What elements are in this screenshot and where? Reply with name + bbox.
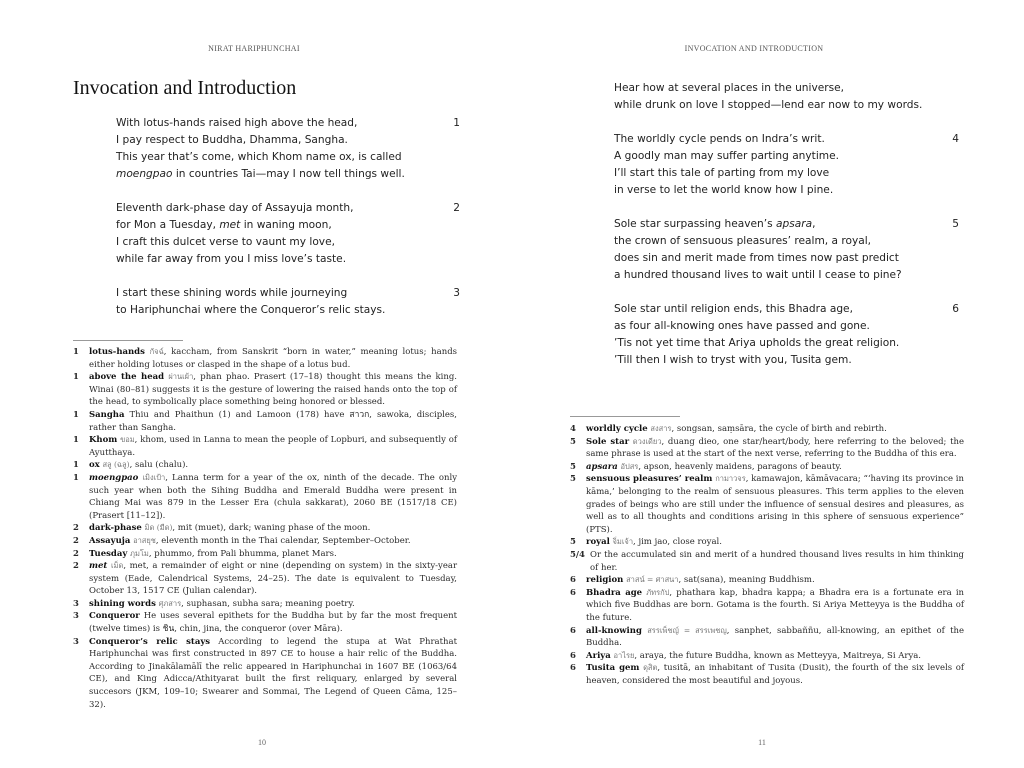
thai-script: อาสยุช	[133, 535, 156, 545]
stanza-number: 6	[952, 303, 959, 315]
verse-line: The worldly cycle pends on Indra’s writ.	[614, 133, 825, 145]
footnote-term: Bhadra age	[586, 587, 643, 598]
stanza-number: 4	[952, 133, 959, 145]
footnote	[570, 549, 964, 574]
footnote-ref: 1	[73, 347, 79, 357]
footnote-text: , jim jao, close royal.	[633, 537, 722, 548]
footnote-text: , araya, the future Buddha, known as Metteyya, Maitreya, Si Arya.	[634, 650, 922, 661]
footnote-text: He uses several epithets for the Buddha but by far the most frequent (twelve times) is ชิน, chin, jina, the conqueror (over Māra).	[89, 611, 457, 635]
thai-script: มิด (มืด)	[144, 523, 173, 533]
verse-line: I start these shining words while journeying	[116, 287, 348, 299]
verse-line: in verse to let the world know how I pine.	[614, 184, 834, 196]
footnote	[73, 434, 457, 459]
thai-script: เมิงเป้า	[142, 472, 166, 482]
footnote	[570, 461, 964, 474]
footnote	[570, 574, 964, 587]
footnote-text: , tusitā, an inhabitant of Tusita (Dusit), the fourth of the six levels of heaven, considered the most beautiful and joyous.	[586, 663, 965, 686]
page-number: 11	[758, 738, 766, 747]
verse-line: to Hariphunchai where the Conqueror’s relic stays.	[116, 304, 386, 316]
footnote-term: apsara	[586, 461, 618, 472]
footnote-text: , songsan, saṃsāra, the cycle of birth and rebirth.	[671, 424, 887, 434]
footnote-ref: 2	[73, 561, 79, 572]
verse-line: ’Tis not yet time that Ariya upholds the great religion.	[614, 337, 900, 349]
thai-script: จิ่มเจ้า	[612, 537, 634, 547]
verse-line: the crown of sensuous pleasures’ realm, a royal,	[614, 235, 872, 247]
stanza	[614, 301, 959, 369]
footnote-text: , met, a remainder of eight or nine (depending on system) in the sixty-year system (Eade, Calendrical Systems, 24–25). The date is equivalent to Tuesday, October 13, 1517 CE (Julian calendar).	[89, 561, 458, 597]
footnote-ref: 1	[73, 472, 79, 483]
thai-script: ภุมโม	[130, 548, 149, 558]
footnote-text: Or the accumulated sin and merit of a hundred thousand lives results in him thinking of her.	[590, 549, 964, 573]
stanza-number: 5	[952, 218, 959, 230]
footnote-ref: 6	[570, 625, 576, 636]
footnote-ref: 1	[73, 435, 79, 446]
footnote-term: ox	[89, 460, 100, 471]
footnote-ref: 6	[570, 650, 576, 661]
footnote-term: Conqueror	[89, 611, 140, 622]
footnote-ref: 6	[570, 575, 576, 586]
footnote-term: sensuous pleasures’ realm	[586, 474, 713, 485]
footnote-rule	[73, 340, 183, 341]
footnote-text: , apson, heavenly maidens, paragons of beauty.	[638, 461, 842, 472]
footnote-ref: 2	[73, 523, 79, 534]
stanza-lines	[116, 115, 440, 183]
footnote-term: Tusita gem	[586, 663, 640, 674]
verse-line: ’Till then I wish to tryst with you, Tusita gem.	[614, 354, 852, 366]
footnote	[73, 535, 457, 548]
footnote-ref: 5	[570, 474, 576, 485]
verse-block	[614, 80, 959, 386]
stanza-number: 1	[453, 117, 460, 129]
verse-line: moengpao in countries Tai—may I now tell things well.	[116, 168, 405, 180]
verse-line: Sole star surpassing heaven’s apsara,	[614, 218, 816, 230]
footnote-text: , sat(sana), meaning Buddhism.	[678, 575, 815, 586]
footnote-text: , kamawajon, kāmāvacara; “‘having its province in kāma,’ belonging to the realm of sensuous pleasures. This term applies to the eleven grades of beings who are still under the influence of sensual desires and pleasures, as well as to all thoughts and conditions arising in this sphere of sensuous experience” (PTS).	[586, 474, 964, 535]
footnote-text: Thiu and Phaithun (1) and Lamoon (178) have สาวก, sawoka, disciples, rather than Sangha.	[89, 409, 457, 433]
page-number: 10	[258, 738, 266, 747]
footnote-text: , suphasan, subha sara; meaning poetry.	[181, 598, 355, 609]
footnote-ref: 3	[73, 636, 79, 647]
thai-script: สงสาร	[650, 424, 672, 433]
footnote	[570, 423, 964, 436]
verse-line: Eleventh dark-phase day of Assayuja month,	[116, 202, 354, 214]
stanza	[614, 131, 959, 199]
footnote-text: , salu (chalu).	[129, 460, 189, 471]
thai-script: สลู (ฉลู)	[102, 460, 130, 470]
stanza-lines	[614, 301, 939, 369]
verse-line: as four all-knowing ones have passed and gone.	[614, 320, 870, 332]
footnote-ref: 1	[73, 460, 79, 471]
right-page	[512, 0, 1024, 768]
footnote-term: moengpao	[89, 472, 139, 483]
footnote-ref: 5	[570, 436, 576, 447]
thai-script: กามาวจร	[715, 474, 746, 484]
footnote-ref: 5	[570, 461, 576, 472]
footnote-term: Ariya	[586, 650, 611, 661]
footnote-text: According to legend the stupa at Wat Phrathat Hariphunchai was first constructed in 897 CE to house a hair relic of the Buddha. According to Jinakālamālī the relic appeared in Hariphunchai in 1607 BE (1063/64 CE), and King Adicca/Athityarat built the first reliquary, enlarged by several succesors (JKM, 109–10; Swearer and Sommai, The Legend of Queen Cāma, 125–32).	[89, 636, 457, 710]
thai-script: อัปสร	[620, 461, 639, 471]
stanza-number: 2	[453, 202, 460, 214]
stanza-lines	[614, 131, 939, 199]
stanza	[116, 200, 460, 268]
footnote-ref: 6	[570, 663, 576, 674]
thai-script: ดวงเดียว	[632, 436, 662, 446]
stanza-number: 3	[453, 287, 460, 299]
footnote	[73, 472, 457, 522]
footnote-term: Khom	[89, 435, 118, 446]
footnote-ref: 1	[73, 409, 79, 420]
footnote-term: met	[89, 561, 108, 572]
verse-line: Sole star until religion ends, this Bhadra age,	[614, 303, 853, 315]
footnote-term: dark-phase	[89, 523, 142, 534]
footnote-text: , sanphet, sabbaññu, all-knowing, an epithet of the Buddha.	[586, 625, 964, 649]
footnote-text: , eleventh month in the Thai calendar, September–October.	[155, 535, 411, 546]
verse-line: With lotus-hands raised high above the head,	[116, 117, 358, 129]
footnote	[73, 346, 457, 371]
footnote-text: , khom, used in Lanna to mean the people of Lopburi, and subsequently of Ayutthaya.	[89, 435, 457, 458]
thai-script: ขอม	[120, 435, 135, 445]
stanza	[116, 115, 460, 183]
thai-script: สาสน์ = ศาสนา	[626, 575, 679, 585]
running-head: NIRAT HARIPHUNCHAI	[208, 44, 300, 53]
running-head: INVOCATION AND INTRODUCTION	[684, 44, 824, 53]
verse-line: I’ll start this tale of parting from my love	[614, 167, 830, 179]
footnote	[570, 625, 964, 650]
stanza-lines	[614, 216, 939, 284]
footnote-ref: 4	[570, 424, 576, 434]
footnote-term: all-knowing	[586, 625, 642, 636]
footnote	[73, 598, 457, 611]
stanza-lines	[116, 285, 440, 319]
footnote	[73, 548, 457, 561]
footnote-text: , phan phao. Prasert (17–18) thought this means the king. Winai (80–81) suggests it is the gesture of lowering the raised hands onto the top of the head, to symbolically place something being honored or blessed.	[89, 372, 457, 408]
footnote	[73, 371, 457, 409]
thai-script: ผ่านเผ้า	[168, 372, 194, 382]
verse-line: This year that’s come, which Khom name ox, is called	[116, 151, 402, 163]
thai-script: อาไรย	[613, 650, 635, 660]
stanza	[614, 80, 959, 114]
footnote-ref: 5/4	[570, 549, 585, 560]
verse-block	[116, 115, 460, 336]
thai-script: ศุภสาร	[158, 598, 182, 608]
footnote-term: shining words	[89, 598, 156, 609]
footnote-rule	[570, 416, 680, 417]
thai-script: กัจฉ์	[149, 347, 164, 356]
footnote	[570, 536, 964, 549]
footnote-ref: 3	[73, 598, 79, 609]
footnote-text: , phummo, from Pali bhumma, planet Mars.	[148, 548, 337, 559]
verse-line: while drunk on love I stopped—lend ear now to my words.	[614, 99, 923, 111]
footnote-term: religion	[586, 575, 624, 586]
footnotes	[570, 423, 964, 687]
footnote-term: Assayuja	[89, 535, 131, 546]
footnote-ref: 1	[73, 372, 79, 383]
thai-script: ภัทรกัป	[646, 587, 670, 597]
verse-line: I craft this dulcet verse to vaunt my love,	[116, 236, 335, 248]
footnote-term: Sole star	[586, 436, 630, 447]
stanza-lines	[614, 80, 939, 114]
stanza-lines	[116, 200, 440, 268]
footnote-text: , Lanna term for a year of the ox, ninth of the decade. The only such year when both the Sihing Buddha and Emerald Buddha were present in Chiang Mai was 879 in the Lesser Era (chula sakkarat), 2060 BE (1517/18 CE) (Prasert [11–12]).	[89, 472, 457, 521]
footnote-term: royal	[586, 537, 610, 548]
chapter-title: Invocation and Introduction	[73, 77, 297, 99]
footnote	[73, 636, 457, 712]
footnote-text: , phathara kap, bhadra kappa; a Bhadra era is a fortunate era in which five Buddhas are born. Gotama is the fourth. Si Ariya Metteyya is the Buddha of the future.	[586, 587, 965, 623]
verse-line: a hundred thousand lives to wait until I cease to pine?	[614, 269, 902, 281]
stanza	[614, 216, 959, 284]
footnote	[73, 610, 457, 635]
footnote-text: , duang dieo, one star/heart/body, here referring to the beloved; the same phrase is used at the start of the next verse, referring to the Buddha of this era.	[586, 436, 964, 460]
footnote	[570, 473, 964, 536]
footnotes	[73, 346, 457, 711]
footnote	[73, 459, 457, 472]
verse-line: for Mon a Tuesday, met in waning moon,	[116, 219, 332, 231]
footnote-term: above the head	[89, 372, 165, 383]
footnote-ref: 2	[73, 548, 79, 559]
footnote-ref: 5	[570, 537, 576, 548]
footnote-term: lotus-hands	[89, 347, 145, 357]
footnote-term: Tuesday	[89, 548, 128, 559]
footnote-text: , mit (muet), dark; waning phase of the moon.	[172, 523, 371, 534]
footnote	[73, 409, 457, 434]
verse-line: does sin and merit made from times now past predict	[614, 252, 899, 264]
footnote-term: Sangha	[89, 409, 125, 420]
footnote-ref: 3	[73, 611, 79, 622]
verse-line: A goodly man may suffer parting anytime.	[614, 150, 839, 162]
footnote	[570, 662, 964, 687]
footnote-ref: 6	[570, 587, 576, 598]
footnote	[570, 650, 964, 663]
thai-script: เม็ด	[110, 561, 124, 571]
verse-line: Hear how at several places in the universe,	[614, 82, 845, 94]
footnote	[73, 560, 457, 598]
stanza	[116, 285, 460, 319]
footnote	[570, 436, 964, 461]
thai-script: ดุสิต	[643, 663, 658, 673]
footnote-term: Conqueror’s relic stays	[89, 636, 211, 647]
verse-line: while far away from you I miss love’s taste.	[116, 253, 347, 265]
verse-line: I pay respect to Buddha, Dhamma, Sangha.	[116, 134, 348, 146]
thai-script: สรรเพ็ชญ์ = สรรเพชญ	[647, 625, 727, 635]
footnote-ref: 2	[73, 535, 79, 546]
footnote-text: , kaccham, from Sanskrit “born in water,” meaning lotus; hands either holding lotuses or clasped in the shape of a lotus bud.	[89, 347, 457, 370]
footnote-term: worldly cycle	[586, 424, 648, 434]
footnote	[73, 522, 457, 535]
footnote	[570, 587, 964, 625]
